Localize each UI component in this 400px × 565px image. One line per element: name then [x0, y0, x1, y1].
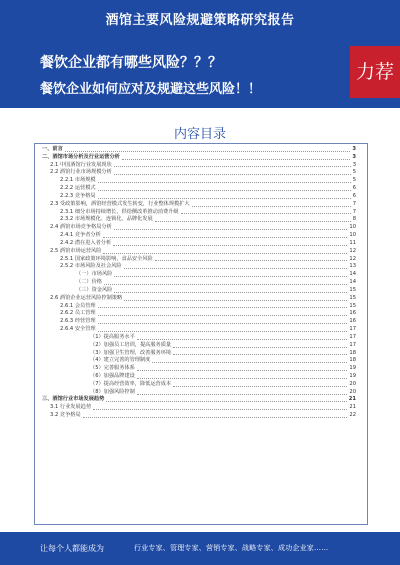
toc-entry[interactable]: [40, 248, 356, 256]
toc-dot-leader: [114, 228, 348, 230]
toc-entry-page: 10: [349, 232, 356, 239]
toc-entry-page: 20: [349, 388, 356, 395]
toc-entry[interactable]: [40, 295, 356, 303]
toc-dot-leader: [114, 165, 351, 167]
toc-entry-page: 13: [349, 263, 356, 270]
toc-entry[interactable]: [40, 185, 356, 193]
toc-entry-label: （一）市场风险: [76, 271, 113, 278]
toc-dot-leader: [137, 369, 348, 371]
toc-dot-leader: [155, 220, 351, 222]
toc-dot-leader: [124, 267, 348, 269]
toc-dot-leader: [152, 361, 347, 363]
toc-entry-label: （5）完善服务体系: [90, 365, 135, 372]
toc-dot-leader: [98, 197, 351, 199]
toc-entry-label: 2.1 中国酒馆行业发展现状: [50, 161, 112, 168]
toc-entry[interactable]: [40, 373, 356, 381]
toc-entry-label: （2）加强员工培训，提高服务质量: [90, 341, 172, 348]
toc-entry-label: 2.2.2 运营模式: [60, 185, 96, 192]
toc-heading: 内容目录: [173, 127, 226, 142]
report-title: 酒馆主要风险规避策略研究报告: [105, 13, 295, 28]
toc-entry-page: 7: [352, 200, 356, 207]
toc-entry-label: 2.3 受政策影响，酒馆经营模式发生转变，行业整体规模扩大: [50, 200, 190, 207]
toc-entry[interactable]: [40, 240, 356, 248]
toc-entry-page: 3: [352, 153, 356, 160]
toc-entry-page: 15: [349, 294, 356, 301]
toc-dot-leader: [113, 244, 347, 246]
toc-entry[interactable]: [40, 357, 356, 365]
toc-entry[interactable]: [40, 287, 356, 295]
toc-entry-label: 2.6.1 会员管理: [60, 302, 96, 309]
toc-entry-page: 12: [349, 255, 356, 262]
toc-entry-label: 2.2.1 市场规模: [60, 177, 96, 184]
toc-dot-leader: [93, 408, 347, 410]
toc-entry[interactable]: [40, 154, 356, 162]
toc-entry[interactable]: [40, 193, 356, 201]
toc-dot-leader: [104, 283, 347, 285]
toc-dot-leader: [98, 189, 351, 191]
toc-entry-label: 3.2 竞争格局: [50, 412, 81, 419]
toc-dot-leader: [103, 252, 347, 254]
toc-entry-page: 21: [349, 404, 356, 411]
toc-entry[interactable]: [40, 365, 356, 373]
toc-entry-label: （3）加强卫生管理，改善服务环境: [90, 349, 172, 356]
toc-entry-page: 17: [349, 333, 356, 340]
toc-entry[interactable]: [40, 381, 356, 389]
toc-dot-leader: [98, 306, 348, 308]
toc-dot-leader: [83, 416, 348, 418]
toc-list: [40, 146, 356, 420]
toc-entry[interactable]: [40, 177, 356, 185]
toc-entry-label: 2.6 酒馆企业运营风险控制策略: [50, 294, 123, 301]
toc-entry-page: 5: [352, 169, 356, 176]
toc-entry-page: 15: [349, 302, 356, 309]
toc-entry-page: 15: [349, 286, 356, 293]
toc-entry-label: （8）加强风险控制: [90, 388, 135, 395]
toc-entry-page: 18: [349, 349, 356, 356]
toc-entry-label: 3.1 行业发展趋势: [50, 404, 92, 411]
toc-dot-leader: [114, 173, 351, 175]
toc-entry-label: 2.4.1 竞争者分析: [60, 232, 101, 239]
toc-entry-label: 2.4 酒馆市场竞争格局分析: [50, 224, 112, 231]
toc-entry-page: 17: [349, 341, 356, 348]
toc-entry-page: 22: [349, 412, 356, 419]
toc-dot-leader: [192, 205, 351, 207]
toc-entry-label: （6）加强品牌建设: [90, 373, 135, 379]
toc-entry-label: （1）提高服务水平: [90, 333, 135, 340]
toc-dot-leader: [98, 322, 348, 324]
toc-dot-leader: [103, 236, 348, 238]
toc-entry-page: 3: [352, 161, 356, 168]
toc-entry[interactable]: [40, 232, 356, 240]
toc-entry-page: 16: [349, 318, 356, 325]
toc-entry-page: 12: [349, 247, 356, 254]
toc-entry-page: 18: [349, 357, 356, 364]
toc-dot-leader: [173, 346, 347, 348]
footer-slogan: 让每个人都能成为: [40, 544, 104, 553]
toc-entry-page: 6: [352, 192, 356, 199]
banner-question-2: 餐饮企业如何应对及规避这些风险！！: [40, 82, 262, 97]
toc-dot-leader: [114, 275, 347, 277]
toc-entry-label: 二、酒馆市场分析及行业运营分析: [42, 153, 120, 160]
toc-dot-leader: [173, 385, 347, 387]
toc-entry-label: 2.6.2 员工管理: [60, 310, 96, 317]
toc-entry[interactable]: [40, 201, 356, 209]
toc-entry-label: 三、酒馆行业市场发展趋势: [42, 396, 105, 403]
toc-entry-page: 19: [349, 373, 356, 379]
toc-dot-leader: [98, 181, 351, 183]
toc-entry-page: 8: [352, 216, 356, 223]
promo-banner: [0, 36, 400, 108]
toc-dot-leader: [181, 212, 351, 214]
toc-entry-label: 一、前言: [42, 145, 63, 152]
toc-entry-label: 2.2.3 竞争格局: [60, 192, 96, 199]
toc-entry[interactable]: [40, 342, 356, 350]
toc-dot-leader: [114, 291, 347, 293]
toc-entry[interactable]: [40, 146, 356, 154]
toc-entry-label: 2.6.4 安全管理: [60, 326, 96, 333]
toc-dot-leader: [155, 259, 348, 261]
toc-dot-leader: [65, 150, 351, 152]
toc-entry-page: 21: [348, 396, 356, 403]
toc-entry-page: 6: [352, 185, 356, 192]
toc-entry-label: （7）提高经营效率，降低运营成本: [90, 380, 172, 387]
toc-entry-page: 7: [352, 208, 356, 215]
toc-dot-leader: [173, 353, 347, 355]
toc-entry-label: 2.6.3 经营管理: [60, 318, 96, 325]
toc-entry-label: （4）建立完善的管理制度: [90, 357, 151, 364]
toc-entry-page: 20: [349, 380, 356, 387]
toc-dot-leader: [137, 377, 348, 379]
footer-roles: 行业专家、管理专家、营销专家、战略专家、成功企业家……: [134, 544, 329, 552]
toc-entry[interactable]: [40, 279, 356, 287]
toc-entry[interactable]: [40, 404, 356, 412]
toc-entry[interactable]: [40, 224, 356, 232]
toc-entry[interactable]: [40, 412, 356, 420]
toc-entry[interactable]: [40, 318, 356, 326]
toc-entry[interactable]: [40, 271, 356, 279]
toc-entry-page: 14: [349, 279, 356, 286]
toc-dot-leader: [98, 314, 348, 316]
toc-entry-page: 16: [349, 310, 356, 317]
toc-entry[interactable]: [40, 326, 356, 334]
toc-entry-label: 2.5.2 市场风险及社会风险: [60, 263, 122, 270]
recommend-badge: 力荐: [350, 46, 400, 98]
toc-entry-page: 11: [349, 239, 356, 246]
toc-entry-label: 2.5.1 国家政策环境影响，食品安全风险: [60, 255, 153, 262]
toc-entry-page: 5: [352, 177, 356, 184]
toc-entry-label: （二）价格: [76, 279, 102, 286]
banner-question-1: 餐饮企业都有哪些风险？？？: [40, 55, 222, 71]
toc-dot-leader: [122, 158, 351, 160]
toc-entry-page: 10: [349, 224, 356, 231]
toc-entry-page: 19: [349, 365, 356, 372]
toc-entry-label: 2.3.2 市场规模化、连锁化、品牌化发展: [60, 216, 153, 223]
toc-entry-label: 2.2 酒馆行业市场规模分析: [50, 169, 112, 176]
toc-entry[interactable]: [40, 350, 356, 358]
toc-dot-leader: [137, 338, 348, 340]
toc-entry-page: 14: [349, 271, 356, 278]
toc-dot-leader: [98, 330, 348, 332]
toc-dot-leader: [137, 393, 348, 395]
toc-entry-page: 3: [352, 145, 356, 152]
toc-dot-leader: [106, 400, 347, 402]
toc-entry-label: 2.4.2 潜在进入者分析: [60, 239, 112, 246]
toc-entry-label: 2.3.1 细分市场持续增长，供给侧改革推动消费升级: [60, 208, 179, 215]
toc-entry-label: （三）资金风险: [76, 286, 113, 293]
toc-entry-label: 2.5 酒馆市场运营风险: [50, 247, 102, 254]
toc-dot-leader: [124, 299, 347, 301]
toc-entry[interactable]: [40, 334, 356, 342]
toc-entry-page: 17: [349, 326, 356, 333]
